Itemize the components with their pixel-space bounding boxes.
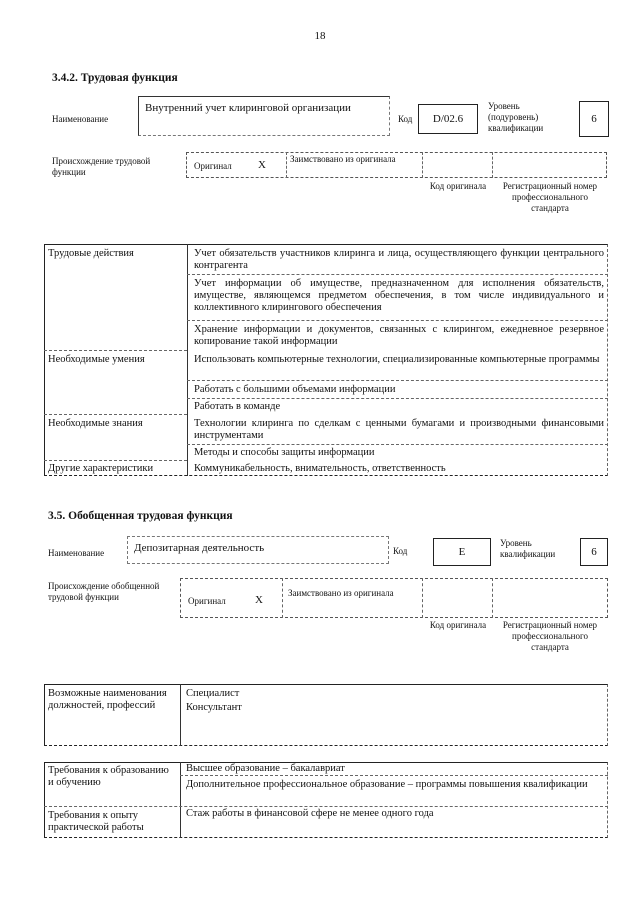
generalized-function-name: Депозитарная деятельность — [134, 542, 265, 554]
level-value-2: 6 — [591, 546, 597, 558]
position-1: Специалист — [186, 688, 240, 699]
knowledge-2: Методы и способы защиты информации — [194, 447, 375, 458]
level-label: Уровень (подуровень) квалификации — [488, 101, 544, 133]
row-label-skills: Необходимые умения — [48, 354, 145, 365]
item-divider — [180, 775, 608, 776]
skill-1: Использовать компьютерные технологии, специализированные компьютерные программы — [194, 354, 600, 365]
borrowed-label-2: Заимствовано из оригинала — [288, 588, 394, 598]
code-value: D/02.6 — [432, 113, 464, 125]
item-divider — [187, 398, 608, 399]
section-title-3-4-2: 3.4.2. Трудовая функция — [52, 72, 178, 84]
item-divider — [187, 320, 608, 321]
experience-value: Стаж работы в финансовой сфере не менее одного года — [186, 808, 434, 819]
code-original-caption-2: Код оригинала — [429, 620, 487, 630]
reg-number-caption-2: Регистрационный номер профессионального стандарта — [502, 620, 598, 652]
function-name: Внутренний учет клиринговой организации — [145, 102, 351, 114]
positions-label: Возможные наименования должностей, профессий — [48, 688, 167, 711]
reg-number-caption: Регистрационный номер профессионального стандарта — [502, 181, 598, 213]
original-label-2: Оригинал — [188, 596, 226, 606]
origin-label-2: Происхождение обобщенной трудовой функции — [48, 581, 160, 602]
name-box — [138, 96, 390, 136]
level-value: 6 — [591, 113, 597, 125]
item-divider — [187, 444, 608, 445]
row-label-labor-actions: Трудовые действия — [48, 248, 134, 259]
labor-action-3: Хранение информации и документов, связанных с клирингом, ежедневное резервное копирование такой информации — [194, 324, 604, 347]
section-title-3-5: 3.5. Обобщенная трудовая функция — [48, 510, 233, 522]
original-label: Оригинал — [194, 161, 232, 171]
labor-action-2: Учет информации об имуществе, предназначенном для исполнения обязательств, имуществе, являющемся предметом обеспечения, в том числе индивидуального и коллективного клирингового обеспечения — [194, 278, 604, 313]
code-original-caption: Код оригинала — [429, 181, 487, 191]
row-divider — [44, 350, 187, 351]
row-label-other: Другие характеристики — [48, 463, 154, 474]
code-box-2 — [433, 538, 491, 566]
table-divider — [180, 684, 181, 746]
origin-label: Происхождение трудовой функции — [52, 156, 151, 177]
origin-divider — [492, 578, 493, 618]
education-2: Дополнительное профессиональное образование – программы повышения квалификации — [186, 779, 588, 790]
labor-action-1: Учет обязательств участников клиринга и лица, осуществляющего функции центрального контрагента — [194, 248, 604, 271]
item-divider — [187, 274, 608, 275]
education-label: Требования к образованию и обучению — [48, 765, 169, 788]
table-divider — [187, 244, 188, 476]
code-label-2: Код — [393, 546, 408, 556]
name-label-2: Наименование — [48, 548, 105, 558]
level-box-2 — [580, 538, 608, 566]
code-box — [418, 104, 478, 134]
row-divider — [44, 414, 187, 415]
name-label: Наименование — [52, 114, 109, 124]
origin-divider — [492, 152, 493, 178]
item-divider — [187, 380, 608, 381]
level-label-2: Уровень квалификации — [500, 538, 556, 559]
row-divider — [44, 460, 187, 461]
other-characteristics: Коммуникабельность, внимательность, ответственность — [194, 463, 446, 474]
code-label: Код — [398, 114, 413, 124]
code-value-2: E — [458, 546, 466, 558]
table-divider — [180, 762, 181, 838]
origin-divider — [286, 152, 287, 178]
borrowed-label: Заимствовано из оригинала — [290, 154, 396, 164]
origin-divider — [422, 152, 423, 178]
origin-divider — [282, 578, 283, 618]
page-number: 18 — [314, 30, 326, 42]
name-box-2 — [127, 536, 389, 564]
row-label-knowledge: Необходимые знания — [48, 418, 143, 429]
education-1: Высшее образование – бакалавриат — [186, 763, 345, 774]
skill-3: Работать в команде — [194, 401, 281, 412]
level-box — [579, 101, 609, 137]
original-mark-2: X — [255, 594, 263, 606]
experience-label: Требования к опыту практической работы — [48, 810, 144, 833]
row-divider — [44, 806, 608, 807]
origin-divider — [422, 578, 423, 618]
original-mark: X — [258, 159, 266, 171]
knowledge-1: Технологии клиринга по сделкам с ценными бумагами и производными финансовыми инструментами — [194, 418, 604, 441]
skill-2: Работать с большими объемами информации — [194, 384, 396, 395]
position-2: Консультант — [186, 702, 242, 713]
